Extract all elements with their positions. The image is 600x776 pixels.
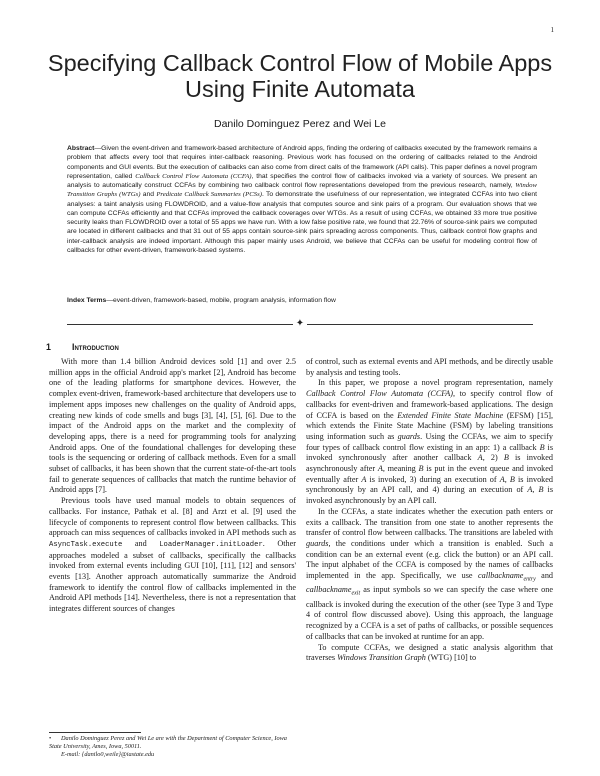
bullet-icon: • (49, 735, 52, 742)
abstract-term-wtg: Window Transition Graphs (WTGs) (67, 182, 537, 199)
paragraph-text: Previous tools have used manual models to obtain sequences of callbacks. For instance, Pathak et al. [8] and Arzt et al. [9] used the lifecycle of components to represent control flow between callbacks. This approach can miss sequences of callbacks invoked in API methods such as (49, 496, 296, 538)
abstract-label: Abstract (67, 145, 95, 152)
paragraph-text: , (504, 474, 510, 484)
var-b: B (503, 453, 509, 463)
index-terms-label: Index Terms (67, 297, 107, 304)
paragraph: of control, such as external events and API methods, and be directly usable by analysis and testing tools. (306, 357, 553, 377)
paragraph-text: In the CCFAs, a state indicates whether the execution path enters or exits a callback. The transition from one state to another represents the transfer of control flow between callbacks. The transitions are labeled with (306, 506, 553, 538)
abstract (67, 144, 537, 255)
footnote-email: E-mail: {danilo0,weile}@iastate.edu (61, 751, 155, 758)
paragraph (306, 378, 553, 506)
body-column-left (49, 357, 296, 615)
abstract-term-pcs: Predicate Callback Summaries (PCSs) (156, 191, 263, 199)
var-a: A (361, 474, 367, 484)
paragraph-text: is invoked synchronously after another callback (306, 442, 554, 463)
abstract-text: —Given the event-driven and framework-based architecture of Android apps, finding the ordering of callbacks executed by the framework remains a problem that affects every tool that requires inter-callback reasoning. Previous work has focused on the ordering of callbacks related to the Android components and GUI events. But the execution of callbacks can also come from direct calls of the framework (API calls). This paper defines a novel program representation, called (67, 145, 537, 180)
paper-title (30, 50, 570, 102)
paragraph-text: , the conditions under which a transition is enabled. Such a condition can be an external event (e.g. click the button) or an API call. The input alphabet of the CCFA is composed by the names of callbacks implemented in the app. Specifically, we use (306, 538, 553, 581)
paragraph (49, 496, 296, 615)
symbol-subscript: exit (351, 591, 361, 598)
abstract-text: . To demonstrate the usefulness of our representation, we integrated CCFAs into two client analyses: a taint analysis using FLOWDROID, and a value-flow analysis that computes source and sink pairs of a program. Our evaluation shows that we can compute CCFAs efficiently and that CCFAs improved the callback coverages over WTGs. As a result of using CCFAs, we obtained 33 more true positive security leaks than FLOWDROID over a total of 55 apps we have run. With a low false positive rate, we found that 22.76% of source-sink pairs we computed are located in different callbacks and that 31 out of 55 apps contain source-sink pairs spreading across components. Thus, callback control flow graphs and inter-callback analysis are indeed important. Although this paper mainly uses Android, we believe that CCFAs can be useful for modeling control flow of callbacks for other event-driven, framework-based systems. (67, 191, 538, 254)
paragraph-text: (WTG) [10] to (425, 653, 477, 663)
var-a: A (477, 453, 483, 463)
code-asynctask-execute: AsyncTask.execute (49, 540, 123, 549)
var-b: B (509, 474, 515, 484)
abstract-text: , that specifies the control flow of callbacks invoked via a variety of sources. We present an analysis to automatically construct CCFAs by combining two callback control flow representations developed from the previous research, namely, (67, 172, 538, 189)
term-efsm: Extended Finite State Machine (397, 410, 504, 420)
term-wtg: Windows Transition Graph (337, 653, 426, 663)
term-guards: guards (397, 431, 421, 441)
var-a: A (499, 474, 505, 484)
section-heading (46, 342, 119, 352)
paragraph-text: is invoked asynchronously by an API call. (306, 485, 554, 506)
term-guards: guards (306, 538, 329, 548)
paragraph-text: , meaning (382, 464, 419, 474)
paragraph-text: is put in the event queue and invoked eventually after (306, 464, 553, 484)
paragraph-text: , (532, 485, 539, 495)
paragraph-text: In this paper, we propose a novel program representation, namely (318, 378, 553, 388)
paragraph (306, 507, 553, 643)
var-b: B (539, 442, 545, 452)
code-loadermanager-initloader: LoaderManager.initLoader (159, 540, 263, 549)
body-column-right (306, 357, 553, 664)
footnote-affiliation (49, 735, 299, 751)
index-terms (67, 296, 537, 305)
paragraph: With more than 1.4 billion Android devices sold [1] and over 2.5 million apps in the official Android app's market [2], Android has become one of the leading platforms for smartphone devices. However, the complex event-driven, framework-based architecture that developers use to implement apps imposes new challenges on the quality of Android apps, creating new kinds of code smells and bugs [3], [4], [5], [6]. Due to the impact of the Android apps on the market and the complexity of developing apps, there is a need for programming tools for analyzing Android apps. One of the foundational challenges for developing these tools is the sequencing or ordering of callback methods. Even for a small subset of callbacks, it has been shown that the current state-of-the-art tools fail to generate sequences of callbacks that match the runtime behavior of Android apps [7]. (49, 357, 296, 495)
title-line-1: Specifying Callback Control Flow of Mobile Apps (47, 50, 553, 76)
author-list: Danilo Dominguez Perez and Wei Le (214, 118, 386, 130)
paragraph-text: To compute CCFAs, we designed a static analysis algorithm that traverses (306, 642, 553, 663)
paragraph-text: , to specify control flow of callbacks for event-driven and framework-based applications. The design of CCFA is based on the (306, 389, 553, 420)
var-b: B (538, 485, 544, 495)
index-terms-text: —event-driven, framework-based, mobile, program analysis, information flow (106, 297, 336, 304)
footnote-rule (49, 732, 141, 733)
var-a: A (527, 485, 533, 495)
symbol-subscript: entry (523, 576, 536, 583)
paragraph-text: is invoked synchronously by an API call, and 4) during an execution of (306, 474, 553, 495)
symbol-base: callbackname (477, 571, 524, 581)
term-ccfa: Callback Control Flow Automata (CCFA) (306, 389, 453, 399)
symbol-base: callbackname (306, 585, 352, 595)
paragraph-text: and (535, 571, 554, 581)
paragraph-text: . Other approaches modeled a subset of callbacks, specifically the callbacks invoked from external events including GUI [10], [11], [12] and sensors' events [13]. Another approach automatically summarize the Android framework to identify the control flow of callbacks implemented in the Android API methods [14]. Nevertheless, there is not a representation that integrates different sources of changes (49, 538, 296, 614)
symbol-callback-exit (306, 585, 361, 598)
section-number: 1 (46, 342, 51, 352)
var-a: A (377, 464, 383, 474)
paragraph-text: is invoked, 3) during an execution of (366, 474, 500, 484)
symbol-callback-entry (477, 571, 536, 583)
var-b: B (418, 464, 424, 474)
abstract-text: and (140, 191, 157, 199)
footnote (49, 735, 299, 759)
separator-diamond-icon: ✦ (293, 317, 307, 331)
paragraph-text: as input symbols so we can specify the case where one callback is invoked during the execution of the other (see Type 3 and Type 4 of control flow discussed above). Using this approach, the language recognized by a CCFA is a set of paths of callbacks, or possible sequences of callbacks that can be invoked at runtime for an app. (306, 585, 553, 641)
title-line-2: Using Finite Automata (185, 76, 415, 102)
paragraph (306, 643, 553, 664)
paragraph-text: and (122, 538, 160, 548)
paragraph-text: , 2) (482, 453, 504, 463)
paragraph-text: is invoked asynchronously after (306, 453, 553, 474)
footnote-text: Danilo Dominguez Perez and Wei Le are with the Department of Computer Science, Iowa State University, Ames, Iowa, 50011. (49, 735, 287, 750)
section-title: Introduction (72, 342, 119, 352)
page-number: 1 (550, 26, 554, 34)
paragraph-text: . Using the CCFAs, we aim to specify four types of callback control flow existing in an app: 1) a callback (306, 431, 553, 452)
paragraph-text: (EFSM) [15], which extends the Finite State Machine (FSM) by labeling transitions using information such as (306, 410, 553, 441)
abstract-term-ccfa: Callback Control Flow Automata (CCFA) (135, 172, 252, 180)
